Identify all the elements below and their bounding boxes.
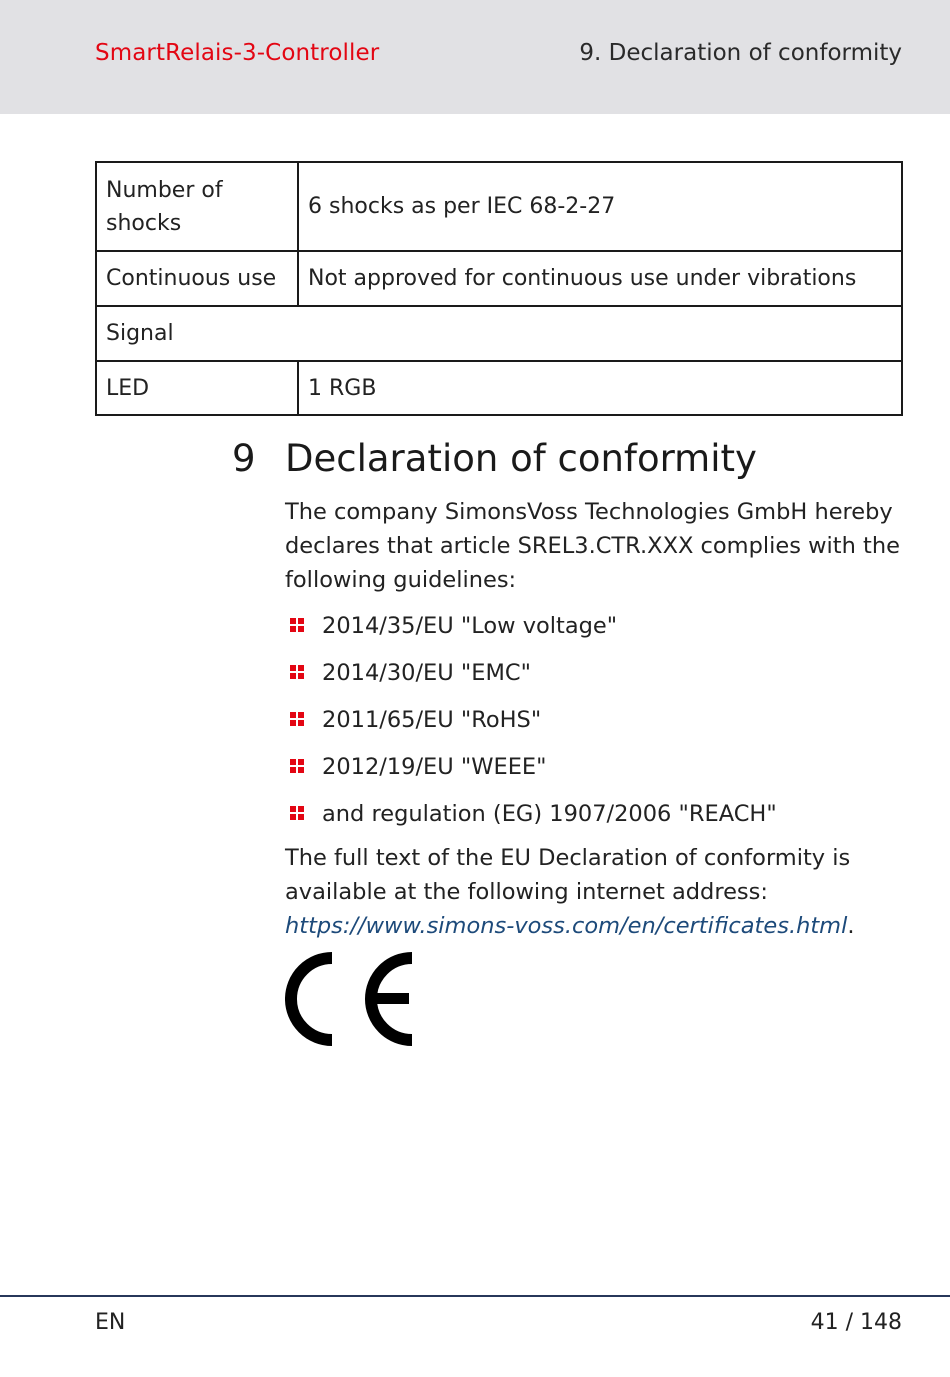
list-item: [285, 796, 905, 843]
table-cell-value: 6 shocks as per IEC 68-2-27: [298, 162, 902, 251]
intro-paragraph: The company SimonsVoss Technologies GmbH hereby declares that article SREL3.CTR.XXX complies with the following guidelines:: [285, 499, 900, 593]
red-bullet-icon: [290, 759, 305, 774]
guideline-text: 2014/30/EU "EMC": [322, 660, 531, 686]
table-cell-value: Not approved for continuous use under vibrations: [298, 251, 902, 306]
guideline-text: 2011/65/EU "RoHS": [322, 707, 542, 733]
list-item: [285, 655, 905, 702]
red-bullet-icon: [290, 618, 305, 633]
section-heading: [232, 437, 757, 480]
table-row: [96, 251, 902, 306]
closing-text: The full text of the EU Declaration of conformity is available at the following internet address:: [285, 845, 851, 905]
guideline-text: 2014/35/EU "Low voltage": [322, 613, 618, 639]
closing-paragraph: [285, 841, 905, 943]
table-cell-label: LED: [96, 361, 298, 415]
guideline-text: and regulation (EG) 1907/2006 "REACH": [322, 801, 777, 827]
page-number: 41 / 148: [810, 1310, 902, 1335]
table-row: [96, 306, 902, 361]
list-item: [285, 702, 905, 749]
page-header: [0, 0, 950, 114]
red-bullet-icon: [290, 806, 305, 821]
footer-language: EN: [95, 1310, 126, 1335]
section-number: 9: [232, 437, 256, 480]
list-item: [285, 608, 905, 655]
guidelines-list: [285, 608, 905, 843]
closing-punctuation: .: [847, 913, 855, 939]
specification-table: [95, 161, 903, 416]
table-cell-value: 1 RGB: [298, 361, 902, 415]
table-cell-label: Number of shocks: [96, 162, 298, 251]
ce-mark-icon: [285, 952, 415, 1046]
list-item: [285, 749, 905, 796]
certificates-link[interactable]: https://www.simons-voss.com/en/certificates.html: [285, 913, 848, 939]
table-row: [96, 162, 902, 251]
guideline-text: 2012/19/EU "WEEE": [322, 754, 547, 780]
header-section-title: 9. Declaration of conformity: [579, 40, 902, 66]
red-bullet-icon: [290, 665, 305, 680]
section-title: Declaration of conformity: [285, 437, 757, 480]
red-bullet-icon: [290, 712, 305, 727]
document-title: SmartRelais-3-Controller: [95, 40, 380, 66]
table-group-heading: Signal: [96, 306, 902, 361]
table-cell-label: Continuous use: [96, 251, 298, 306]
footer-divider: [0, 1295, 950, 1297]
table-row: [96, 361, 902, 415]
